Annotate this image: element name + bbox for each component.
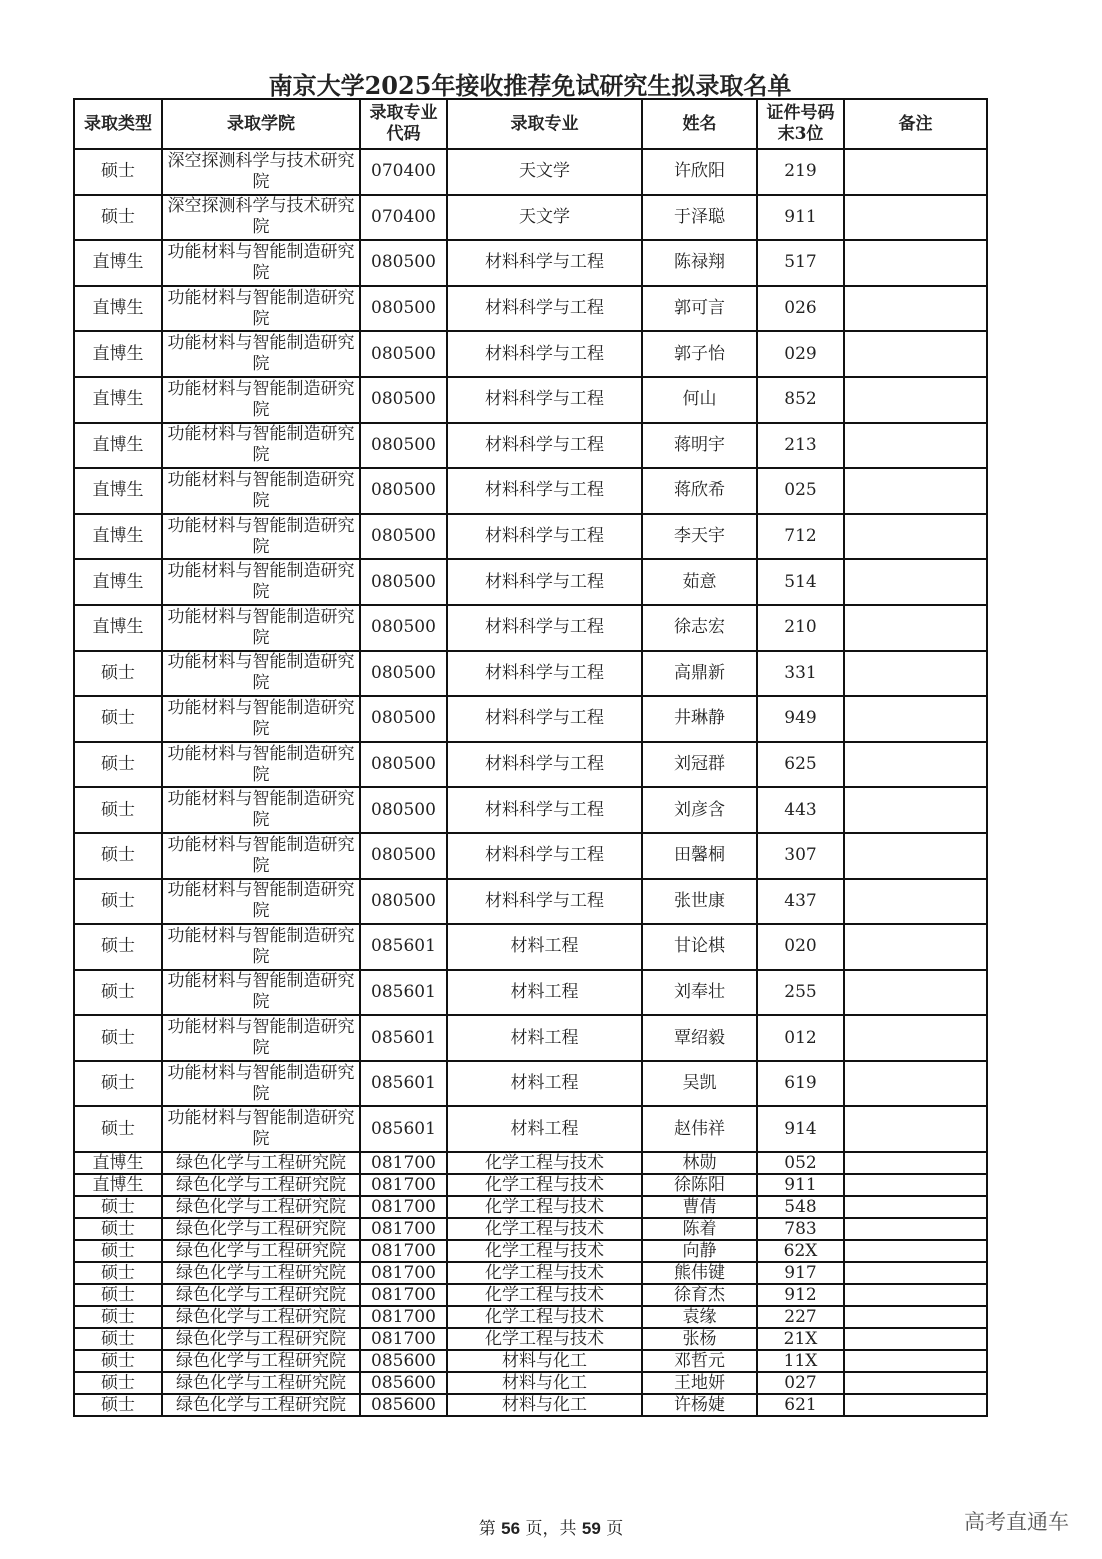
table-row — [74, 1394, 987, 1416]
cell-name: 覃绍毅 — [642, 1015, 757, 1061]
cell-major-code: 080500 — [360, 879, 447, 925]
header-id-last3: 证件号码末3位 — [757, 99, 844, 149]
cell-major-code: 080500 — [360, 696, 447, 742]
cell-name: 徐育杰 — [642, 1284, 757, 1306]
cell-id-last3: 712 — [757, 514, 844, 560]
cell-college: 功能材料与智能制造研究院 — [162, 742, 360, 788]
table-row — [74, 240, 987, 286]
cell-college: 绿色化学与工程研究院 — [162, 1328, 360, 1350]
cell-type: 直博生 — [74, 514, 162, 560]
cell-major: 化学工程与技术 — [447, 1328, 642, 1350]
cell-name: 蒋欣希 — [642, 468, 757, 514]
cell-major: 材料工程 — [447, 1061, 642, 1107]
cell-name: 陈着 — [642, 1218, 757, 1240]
cell-type: 直博生 — [74, 331, 162, 377]
cell-name: 陈禄翔 — [642, 240, 757, 286]
table-row — [74, 833, 987, 879]
cell-remarks — [844, 468, 987, 514]
cell-major-code: 080500 — [360, 651, 447, 697]
cell-type: 硕士 — [74, 1328, 162, 1350]
cell-remarks — [844, 423, 987, 469]
cell-type: 硕士 — [74, 1106, 162, 1152]
cell-id-last3: 012 — [757, 1015, 844, 1061]
cell-major-code: 085601 — [360, 970, 447, 1016]
cell-major-code: 080500 — [360, 377, 447, 423]
cell-id-last3: 255 — [757, 970, 844, 1016]
cell-type: 硕士 — [74, 1284, 162, 1306]
cell-remarks — [844, 1372, 987, 1394]
cell-major: 材料科学与工程 — [447, 696, 642, 742]
table-row — [74, 924, 987, 970]
cell-major-code: 080500 — [360, 514, 447, 560]
cell-type: 直博生 — [74, 1152, 162, 1174]
cell-name: 甘论棋 — [642, 924, 757, 970]
cell-type: 直博生 — [74, 468, 162, 514]
cell-name: 熊伟键 — [642, 1262, 757, 1284]
table-row — [74, 286, 987, 332]
cell-college: 深空探测科学与技术研究院 — [162, 149, 360, 195]
cell-college: 功能材料与智能制造研究院 — [162, 286, 360, 332]
cell-major-code: 081700 — [360, 1284, 447, 1306]
cell-college: 功能材料与智能制造研究院 — [162, 1106, 360, 1152]
cell-type: 硕士 — [74, 1015, 162, 1061]
cell-remarks — [844, 651, 987, 697]
cell-id-last3: 852 — [757, 377, 844, 423]
cell-college: 绿色化学与工程研究院 — [162, 1284, 360, 1306]
cell-college: 绿色化学与工程研究院 — [162, 1394, 360, 1416]
cell-college: 绿色化学与工程研究院 — [162, 1152, 360, 1174]
cell-remarks — [844, 1350, 987, 1372]
cell-name: 田馨桐 — [642, 833, 757, 879]
cell-id-last3: 949 — [757, 696, 844, 742]
cell-id-last3: 213 — [757, 423, 844, 469]
watermark: 高考直通车 — [964, 1510, 1069, 1534]
table-row — [74, 514, 987, 560]
cell-type: 硕士 — [74, 1262, 162, 1284]
cell-remarks — [844, 1218, 987, 1240]
cell-remarks — [844, 605, 987, 651]
cell-type: 硕士 — [74, 879, 162, 925]
table-row — [74, 1061, 987, 1107]
cell-remarks — [844, 1152, 987, 1174]
document-title: 南京大学2025年接收推荐免试研究生拟录取名单 — [268, 71, 792, 100]
cell-id-last3: 331 — [757, 651, 844, 697]
cell-id-last3: 227 — [757, 1306, 844, 1328]
cell-major: 材料与化工 — [447, 1372, 642, 1394]
table-row — [74, 1015, 987, 1061]
cell-major: 材料科学与工程 — [447, 514, 642, 560]
cell-major: 材料科学与工程 — [447, 423, 642, 469]
cell-type: 直博生 — [74, 423, 162, 469]
cell-college: 功能材料与智能制造研究院 — [162, 833, 360, 879]
table-row — [74, 1106, 987, 1152]
cell-major-code: 081700 — [360, 1196, 447, 1218]
cell-name: 井琳静 — [642, 696, 757, 742]
cell-college: 功能材料与智能制造研究院 — [162, 1015, 360, 1061]
header-major: 录取专业 — [447, 99, 642, 149]
cell-remarks — [844, 1061, 987, 1107]
cell-college: 绿色化学与工程研究院 — [162, 1306, 360, 1328]
cell-type: 硕士 — [74, 149, 162, 195]
table-row — [74, 195, 987, 241]
cell-type: 直博生 — [74, 240, 162, 286]
cell-id-last3: 911 — [757, 195, 844, 241]
cell-major-code: 081700 — [360, 1306, 447, 1328]
cell-remarks — [844, 1015, 987, 1061]
table-row — [74, 651, 987, 697]
table-row — [74, 468, 987, 514]
cell-major: 化学工程与技术 — [447, 1262, 642, 1284]
cell-major: 材料与化工 — [447, 1394, 642, 1416]
cell-type: 硕士 — [74, 1394, 162, 1416]
table-row — [74, 1372, 987, 1394]
cell-major-code: 070400 — [360, 195, 447, 241]
cell-major-code: 080500 — [360, 468, 447, 514]
cell-major-code: 080500 — [360, 559, 447, 605]
cell-major-code: 081700 — [360, 1174, 447, 1196]
cell-remarks — [844, 1106, 987, 1152]
cell-major-code: 080500 — [360, 833, 447, 879]
table-row — [74, 605, 987, 651]
cell-remarks — [844, 1240, 987, 1262]
cell-remarks — [844, 559, 987, 605]
cell-remarks — [844, 1394, 987, 1416]
cell-remarks — [844, 1328, 987, 1350]
cell-college: 功能材料与智能制造研究院 — [162, 787, 360, 833]
cell-college: 功能材料与智能制造研究院 — [162, 240, 360, 286]
cell-id-last3: 020 — [757, 924, 844, 970]
cell-id-last3: 625 — [757, 742, 844, 788]
cell-name: 曹倩 — [642, 1196, 757, 1218]
table-row — [74, 1262, 987, 1284]
cell-id-last3: 026 — [757, 286, 844, 332]
table-row — [74, 1350, 987, 1372]
cell-name: 刘彦含 — [642, 787, 757, 833]
cell-name: 王地妍 — [642, 1372, 757, 1394]
cell-id-last3: 307 — [757, 833, 844, 879]
cell-id-last3: 21X — [757, 1328, 844, 1350]
cell-id-last3: 219 — [757, 149, 844, 195]
cell-name: 刘奉壮 — [642, 970, 757, 1016]
footer-suffix: 页 — [606, 1519, 624, 1539]
cell-college: 功能材料与智能制造研究院 — [162, 1061, 360, 1107]
table-row — [74, 1152, 987, 1174]
cell-remarks — [844, 742, 987, 788]
cell-college: 绿色化学与工程研究院 — [162, 1174, 360, 1196]
cell-college: 功能材料与智能制造研究院 — [162, 331, 360, 377]
cell-name: 邓哲元 — [642, 1350, 757, 1372]
cell-name: 许欣阳 — [642, 149, 757, 195]
current-page: 56 — [501, 1519, 521, 1538]
cell-remarks — [844, 970, 987, 1016]
cell-type: 直博生 — [74, 605, 162, 651]
total-pages: 59 — [581, 1519, 601, 1538]
cell-college: 绿色化学与工程研究院 — [162, 1218, 360, 1240]
cell-major: 材料科学与工程 — [447, 651, 642, 697]
cell-type: 直博生 — [74, 377, 162, 423]
cell-major-code: 081700 — [360, 1240, 447, 1262]
footer-prefix: 第 — [478, 1519, 496, 1539]
cell-major-code: 085600 — [360, 1372, 447, 1394]
cell-major: 材料科学与工程 — [447, 331, 642, 377]
cell-major-code: 085601 — [360, 1061, 447, 1107]
cell-id-last3: 514 — [757, 559, 844, 605]
cell-college: 功能材料与智能制造研究院 — [162, 924, 360, 970]
cell-major-code: 085601 — [360, 924, 447, 970]
cell-id-last3: 783 — [757, 1218, 844, 1240]
cell-remarks — [844, 1262, 987, 1284]
table-row — [74, 559, 987, 605]
cell-remarks — [844, 377, 987, 423]
cell-id-last3: 619 — [757, 1061, 844, 1107]
cell-name: 高鼎新 — [642, 651, 757, 697]
cell-id-last3: 914 — [757, 1106, 844, 1152]
table-body — [74, 149, 987, 1416]
cell-major-code: 080500 — [360, 286, 447, 332]
cell-college: 功能材料与智能制造研究院 — [162, 970, 360, 1016]
cell-remarks — [844, 331, 987, 377]
cell-major-code: 081700 — [360, 1262, 447, 1284]
cell-major-code: 070400 — [360, 149, 447, 195]
cell-major-code: 081700 — [360, 1328, 447, 1350]
cell-name: 李天宇 — [642, 514, 757, 560]
cell-major-code: 081700 — [360, 1218, 447, 1240]
cell-name: 郭子怡 — [642, 331, 757, 377]
cell-type: 硕士 — [74, 787, 162, 833]
cell-major: 材料科学与工程 — [447, 559, 642, 605]
cell-type: 硕士 — [74, 1240, 162, 1262]
cell-major-code: 080500 — [360, 423, 447, 469]
cell-type: 硕士 — [74, 1350, 162, 1372]
cell-type: 硕士 — [74, 1061, 162, 1107]
cell-major: 材料科学与工程 — [447, 833, 642, 879]
cell-id-last3: 911 — [757, 1174, 844, 1196]
table-row — [74, 696, 987, 742]
cell-type: 硕士 — [74, 924, 162, 970]
cell-major: 化学工程与技术 — [447, 1240, 642, 1262]
cell-college: 深空探测科学与技术研究院 — [162, 195, 360, 241]
cell-college: 绿色化学与工程研究院 — [162, 1350, 360, 1372]
cell-id-last3: 052 — [757, 1152, 844, 1174]
footer-middle: 页，共 — [525, 1519, 577, 1539]
cell-remarks — [844, 195, 987, 241]
cell-college: 绿色化学与工程研究院 — [162, 1372, 360, 1394]
cell-major: 化学工程与技术 — [447, 1152, 642, 1174]
cell-major-code: 085600 — [360, 1350, 447, 1372]
cell-name: 林勋 — [642, 1152, 757, 1174]
cell-remarks — [844, 924, 987, 970]
cell-major: 材料与化工 — [447, 1350, 642, 1372]
cell-major-code: 085600 — [360, 1394, 447, 1416]
cell-remarks — [844, 1284, 987, 1306]
cell-college: 绿色化学与工程研究院 — [162, 1262, 360, 1284]
cell-id-last3: 621 — [757, 1394, 844, 1416]
cell-type: 硕士 — [74, 195, 162, 241]
cell-id-last3: 548 — [757, 1196, 844, 1218]
cell-major: 化学工程与技术 — [447, 1174, 642, 1196]
cell-major-code: 085601 — [360, 1015, 447, 1061]
cell-major-code: 080500 — [360, 605, 447, 651]
cell-type: 硕士 — [74, 651, 162, 697]
cell-remarks — [844, 787, 987, 833]
cell-college: 绿色化学与工程研究院 — [162, 1240, 360, 1262]
cell-name: 徐陈阳 — [642, 1174, 757, 1196]
cell-name: 向静 — [642, 1240, 757, 1262]
cell-major: 材料科学与工程 — [447, 468, 642, 514]
table-row — [74, 1284, 987, 1306]
cell-name: 郭可言 — [642, 286, 757, 332]
header-college: 录取学院 — [162, 99, 360, 149]
cell-major: 化学工程与技术 — [447, 1218, 642, 1240]
cell-major: 材料科学与工程 — [447, 742, 642, 788]
admission-table — [73, 98, 988, 1417]
cell-major: 天文学 — [447, 195, 642, 241]
table-row — [74, 1196, 987, 1218]
cell-major: 化学工程与技术 — [447, 1284, 642, 1306]
header-name: 姓名 — [642, 99, 757, 149]
cell-type: 硕士 — [74, 1196, 162, 1218]
cell-remarks — [844, 149, 987, 195]
cell-name: 茹意 — [642, 559, 757, 605]
table-row — [74, 1174, 987, 1196]
table-row — [74, 970, 987, 1016]
cell-college: 绿色化学与工程研究院 — [162, 1196, 360, 1218]
table-row — [74, 423, 987, 469]
cell-id-last3: 025 — [757, 468, 844, 514]
cell-college: 功能材料与智能制造研究院 — [162, 514, 360, 560]
cell-remarks — [844, 1306, 987, 1328]
cell-type: 硕士 — [74, 1218, 162, 1240]
table-row — [74, 742, 987, 788]
cell-id-last3: 11X — [757, 1350, 844, 1372]
cell-name: 许杨婕 — [642, 1394, 757, 1416]
cell-major: 材料科学与工程 — [447, 787, 642, 833]
cell-remarks — [844, 879, 987, 925]
cell-major: 天文学 — [447, 149, 642, 195]
cell-major: 材料工程 — [447, 1106, 642, 1152]
cell-major-code: 081700 — [360, 1152, 447, 1174]
cell-remarks — [844, 1196, 987, 1218]
page-footer — [0, 1514, 1102, 1539]
cell-major: 材料科学与工程 — [447, 605, 642, 651]
cell-major-code: 080500 — [360, 240, 447, 286]
cell-major: 材料工程 — [447, 1015, 642, 1061]
cell-major: 材料工程 — [447, 924, 642, 970]
cell-type: 硕士 — [74, 970, 162, 1016]
cell-id-last3: 029 — [757, 331, 844, 377]
cell-remarks — [844, 833, 987, 879]
cell-major: 材料科学与工程 — [447, 879, 642, 925]
cell-remarks — [844, 696, 987, 742]
cell-major: 材料科学与工程 — [447, 377, 642, 423]
header-major-code: 录取专业代码 — [360, 99, 447, 149]
cell-name: 何山 — [642, 377, 757, 423]
cell-remarks — [844, 240, 987, 286]
table-row — [74, 377, 987, 423]
cell-college: 功能材料与智能制造研究院 — [162, 423, 360, 469]
cell-college: 功能材料与智能制造研究院 — [162, 468, 360, 514]
cell-major-code: 080500 — [360, 787, 447, 833]
cell-id-last3: 517 — [757, 240, 844, 286]
cell-major: 材料科学与工程 — [447, 286, 642, 332]
cell-type: 硕士 — [74, 696, 162, 742]
cell-name: 张世康 — [642, 879, 757, 925]
cell-type: 硕士 — [74, 1306, 162, 1328]
cell-name: 赵伟祥 — [642, 1106, 757, 1152]
table-row — [74, 879, 987, 925]
cell-name: 蒋明宇 — [642, 423, 757, 469]
cell-remarks — [844, 286, 987, 332]
table-row — [74, 149, 987, 195]
cell-id-last3: 443 — [757, 787, 844, 833]
cell-college: 功能材料与智能制造研究院 — [162, 559, 360, 605]
cell-major-code: 085601 — [360, 1106, 447, 1152]
cell-name: 刘冠群 — [642, 742, 757, 788]
cell-college: 功能材料与智能制造研究院 — [162, 879, 360, 925]
cell-id-last3: 437 — [757, 879, 844, 925]
cell-major-code: 080500 — [360, 742, 447, 788]
header-type: 录取类型 — [74, 99, 162, 149]
cell-college: 功能材料与智能制造研究院 — [162, 377, 360, 423]
table-header-row — [74, 99, 987, 149]
table-row — [74, 331, 987, 377]
cell-type: 硕士 — [74, 742, 162, 788]
cell-name: 于泽聪 — [642, 195, 757, 241]
table-row — [74, 1240, 987, 1262]
cell-type: 硕士 — [74, 833, 162, 879]
cell-id-last3: 027 — [757, 1372, 844, 1394]
cell-name: 徐志宏 — [642, 605, 757, 651]
cell-college: 功能材料与智能制造研究院 — [162, 605, 360, 651]
cell-major-code: 080500 — [360, 331, 447, 377]
cell-college: 功能材料与智能制造研究院 — [162, 696, 360, 742]
table-row — [74, 1218, 987, 1240]
cell-type: 硕士 — [74, 1372, 162, 1394]
cell-id-last3: 210 — [757, 605, 844, 651]
cell-type: 直博生 — [74, 559, 162, 605]
cell-id-last3: 912 — [757, 1284, 844, 1306]
cell-major: 材料科学与工程 — [447, 240, 642, 286]
cell-id-last3: 917 — [757, 1262, 844, 1284]
cell-remarks — [844, 1174, 987, 1196]
cell-type: 直博生 — [74, 1174, 162, 1196]
cell-major: 材料工程 — [447, 970, 642, 1016]
cell-id-last3: 62X — [757, 1240, 844, 1262]
cell-name: 吴凯 — [642, 1061, 757, 1107]
cell-college: 功能材料与智能制造研究院 — [162, 651, 360, 697]
table-row — [74, 787, 987, 833]
table-row — [74, 1306, 987, 1328]
cell-name: 张杨 — [642, 1328, 757, 1350]
cell-type: 直博生 — [74, 286, 162, 332]
cell-remarks — [844, 514, 987, 560]
table-row — [74, 1328, 987, 1350]
cell-name: 袁缘 — [642, 1306, 757, 1328]
cell-major: 化学工程与技术 — [447, 1306, 642, 1328]
cell-major: 化学工程与技术 — [447, 1196, 642, 1218]
header-remarks: 备注 — [844, 99, 987, 149]
